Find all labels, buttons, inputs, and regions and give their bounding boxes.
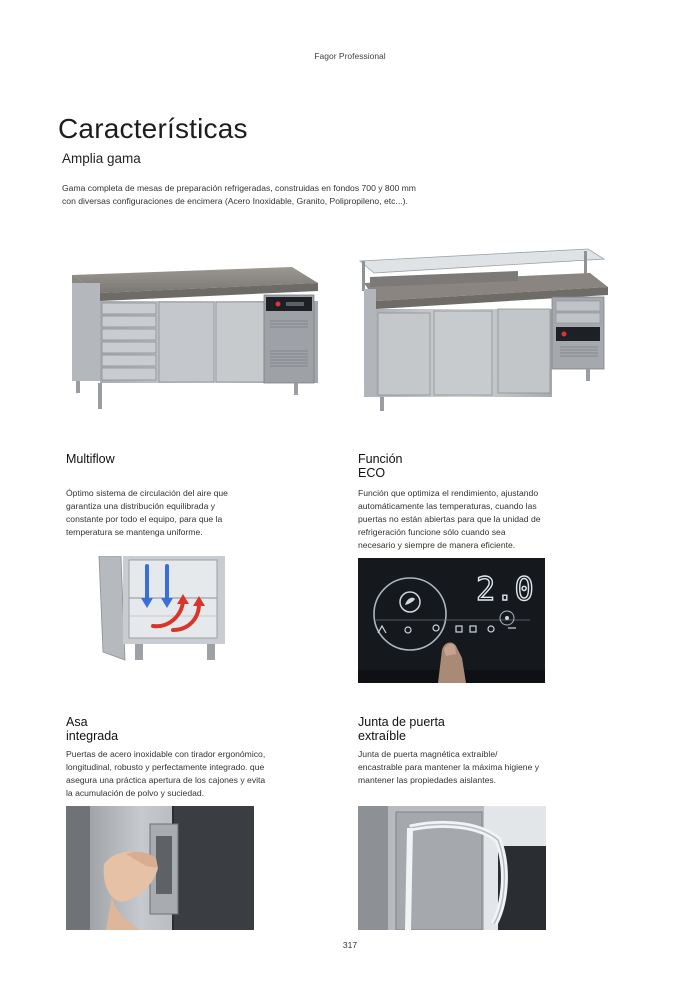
- feature-title-line: extraíble: [358, 729, 406, 743]
- text-line: constante por todo el equipo, para que la: [66, 514, 223, 524]
- product-photo-pizza-table: [358, 243, 608, 415]
- handle-closeup-photo: [66, 806, 254, 930]
- feature-title-multiflow: [66, 452, 115, 466]
- feature-text-multiflow: [66, 487, 316, 539]
- feature-title-line: Junta de puerta: [358, 715, 445, 729]
- feature-title-line: Multiflow: [66, 452, 115, 466]
- text-line: la acumulación de polvo y suciedad.: [66, 788, 205, 798]
- feature-text-handle: [66, 748, 336, 800]
- intro-line: con diversas configuraciones de encimera (Acero Inoxidable, Granito, Polipropileno, etc...).: [62, 196, 408, 206]
- page-number: 317: [342, 940, 358, 950]
- eco-control-panel-photo: [358, 558, 545, 683]
- text-line: longitudinal, robusto y perfectamente integrado. que: [66, 762, 265, 772]
- feature-title-handle: [66, 715, 118, 743]
- page-title: Características: [58, 113, 248, 144]
- text-line: Puertas de acero inoxidable con tirador ergonómico,: [66, 749, 266, 759]
- gasket-closeup-photo: [358, 806, 546, 930]
- text-line: automáticamente las temperaturas, cuando las: [358, 501, 537, 511]
- text-line: refrigeración funcione sólo cuando sea: [358, 527, 506, 537]
- feature-title-eco: [358, 452, 402, 480]
- intro-line: Gama completa de mesas de preparación refrigeradas, construidas en fondos 700 y 800 mm: [62, 183, 416, 193]
- feature-title-gasket: [358, 715, 445, 743]
- text-line: mantener las propiedades aislantes.: [358, 775, 497, 785]
- intro-paragraph: [62, 182, 442, 208]
- page-subtitle: Amplia gama: [62, 151, 141, 166]
- feature-text-gasket: [358, 748, 608, 787]
- text-line: puertas no están abiertas para que la unidad de: [358, 514, 541, 524]
- feature-text-eco: [358, 487, 618, 552]
- text-line: asegura una práctica apertura de los cajones y evita: [66, 775, 266, 785]
- feature-title-line: integrada: [66, 729, 119, 743]
- product-photo-granite-table: [66, 255, 322, 415]
- text-line: temperatura se mantenga uniforme.: [66, 527, 203, 537]
- brand-header: Fagor Professional: [314, 51, 386, 61]
- text-line: necesario y siempre de manera eficiente.: [358, 540, 516, 550]
- text-line: encastrable para mantener la máxima higiene y: [358, 762, 540, 772]
- eco-display-value: 2.0: [476, 570, 534, 608]
- text-line: garantiza una distribución equilibrada y: [66, 501, 216, 511]
- feature-title-line: ECO: [358, 466, 386, 480]
- feature-title-line: Asa: [66, 715, 88, 729]
- text-line: Junta de puerta magnética extraíble/: [358, 749, 498, 759]
- text-line: Óptimo sistema de circulación del aire que: [66, 488, 228, 498]
- feature-title-line: Función: [358, 452, 403, 466]
- multiflow-airflow-photo: [95, 556, 230, 666]
- text-line: Función que optimiza el rendimiento, ajustando: [358, 488, 539, 498]
